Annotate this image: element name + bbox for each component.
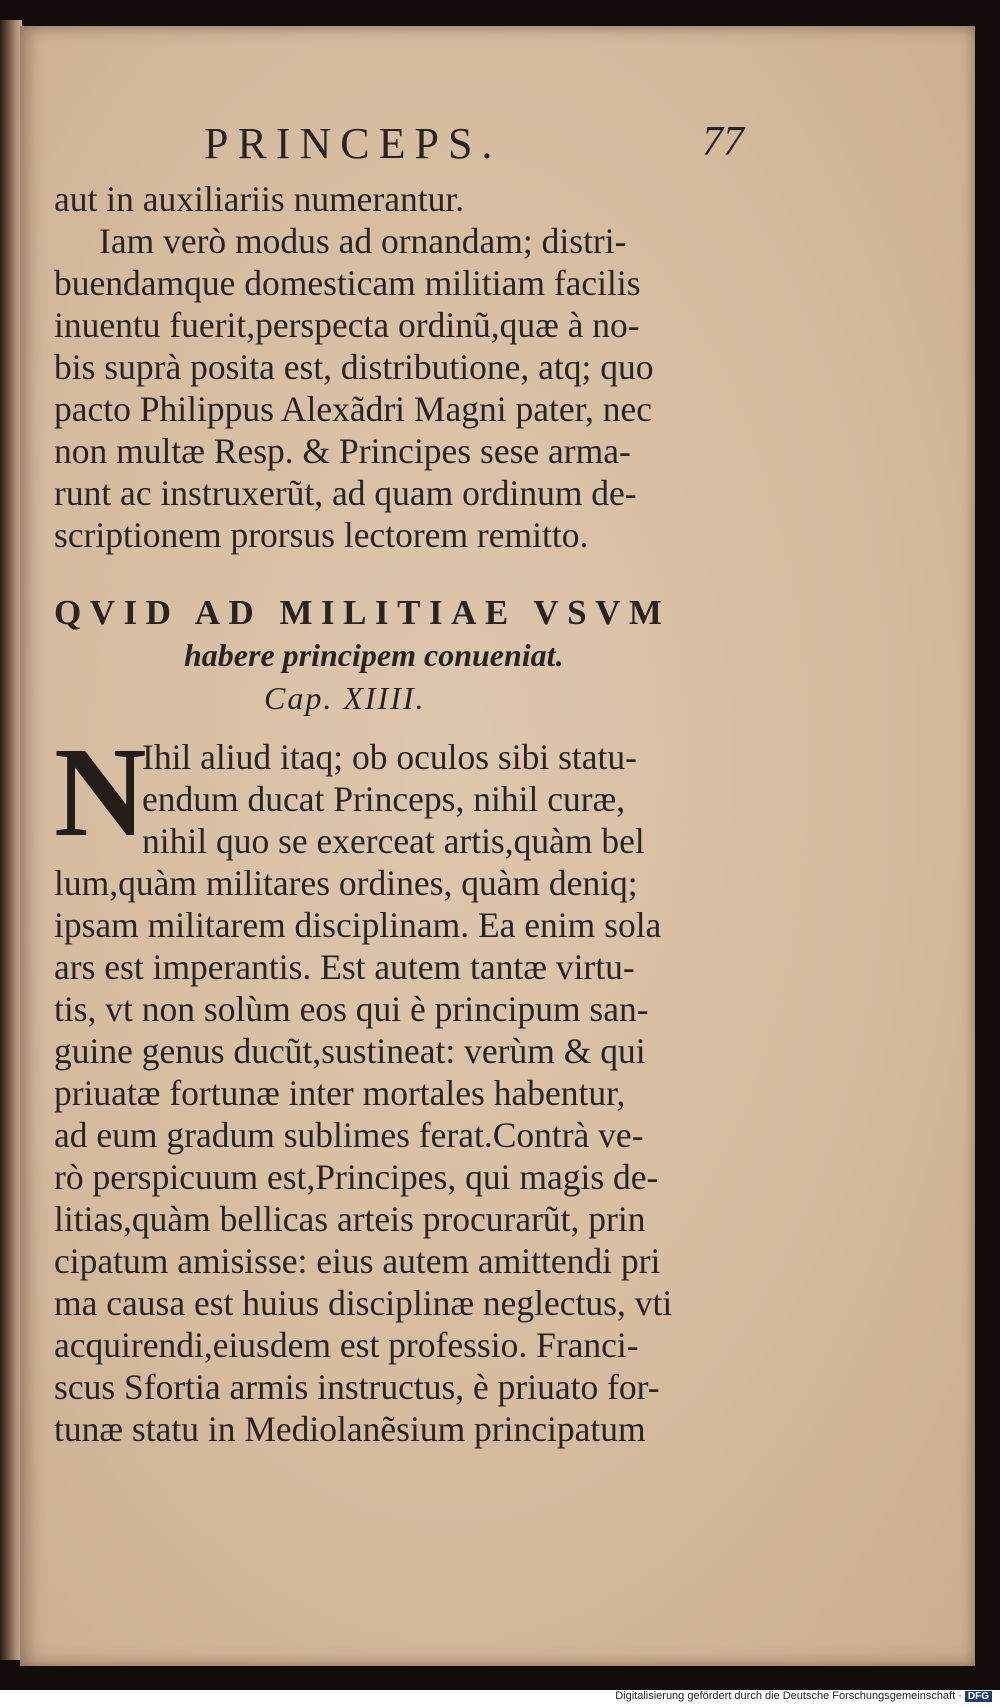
page-number: 77 bbox=[702, 119, 744, 165]
text-line: tunæ statu in Mediolanẽsium principatum bbox=[54, 1409, 646, 1449]
text-line: nihil quo se exerceat artis,quàm bel bbox=[142, 821, 645, 861]
text-line: litias,quàm bellicas arteis procurarũt, prin bbox=[54, 1199, 646, 1239]
text-line: ipsam militarem disciplinam. Ea enim sola bbox=[54, 905, 662, 945]
chapter-heading bbox=[54, 592, 744, 722]
text-line: bis suprà posita est, distributione, atq; quo bbox=[54, 347, 654, 387]
drop-cap: N bbox=[54, 721, 147, 863]
text-line: inuentu fuerit,perspecta ordinũ,quæ à no- bbox=[54, 305, 640, 345]
chapter-subtitle: habere principem conueniat. bbox=[184, 637, 564, 673]
text-line: non multæ Resp. & Principes sese arma- bbox=[54, 431, 631, 471]
text-line: runt ac instruxerũt, ad quam ordinum de- bbox=[54, 473, 637, 513]
paragraph-1 bbox=[54, 178, 744, 556]
text-line: guine genus ducũt,sustineat: verùm & qui bbox=[54, 1031, 646, 1071]
spacer bbox=[54, 556, 744, 592]
text-line: lum,quàm militares ordines, quàm deniq; bbox=[54, 863, 638, 903]
book-page bbox=[20, 26, 975, 1666]
text-line: scus Sfortia armis instructus, è priuato for- bbox=[54, 1367, 660, 1407]
text-line: buendamque domesticam militiam facilis bbox=[54, 263, 641, 303]
chapter-number: Cap. XIIII. bbox=[264, 680, 426, 716]
text-line: aut in auxiliariis numerantur. bbox=[54, 179, 465, 219]
running-head bbox=[54, 118, 744, 178]
text-line: priuatæ fortunæ inter mortales habentur, bbox=[54, 1073, 626, 1113]
text-line: ars est imperantis. Est autem tantæ virtu- bbox=[54, 947, 635, 987]
text-line: scriptionem prorsus lectorem remitto. bbox=[54, 515, 589, 555]
book-edge bbox=[0, 20, 22, 1660]
chapter-title: QVID AD MILITIAE VSVM bbox=[54, 593, 671, 632]
text-line: Iam verò modus ad ornandam; distri- bbox=[99, 221, 627, 261]
running-head-title: PRINCEPS. bbox=[204, 119, 502, 168]
text-line: endum ducat Princeps, nihil curæ, bbox=[142, 779, 626, 819]
text-line: pacto Philippus Alexãdri Magni pater, nec bbox=[54, 389, 652, 429]
text-line: tis, vt non solùm eos qui è principum san- bbox=[54, 989, 649, 1029]
paragraph-2 bbox=[54, 721, 744, 1450]
dfg-logo: DFG bbox=[965, 1691, 992, 1702]
footer-text: Digitalisierung gefördert durch die Deutsche Forschungsgemeinschaft · bbox=[615, 1690, 962, 1702]
text-block bbox=[54, 118, 744, 1450]
text-line: acquirendi,eiusdem est professio. Franci- bbox=[54, 1325, 639, 1365]
text-line: Ihil aliud itaq; ob oculos sibi statu- bbox=[142, 737, 637, 777]
text-line: ad eum gradum sublimes ferat.Contrà ve- bbox=[54, 1115, 644, 1155]
text-line: cipatum amisisse: eius autem amittendi pri bbox=[54, 1241, 661, 1281]
text-line: ma causa est huius disciplinæ neglectus, vti bbox=[54, 1283, 673, 1323]
text-line: rò perspicuum est,Principes, qui magis de- bbox=[54, 1157, 659, 1197]
digitization-footer bbox=[615, 1690, 992, 1707]
